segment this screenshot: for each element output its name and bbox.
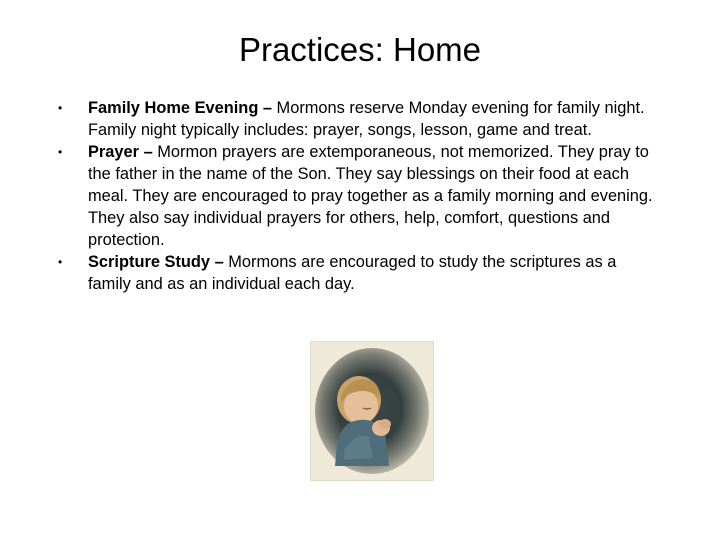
bullet-marker: • <box>58 255 63 269</box>
bullet-lead: Scripture Study – <box>88 253 224 271</box>
bullet-list <box>55 97 655 295</box>
slide-title: Practices: Home <box>238 31 482 68</box>
praying-child-icon <box>315 348 429 474</box>
bullet-family-home-evening <box>55 97 655 141</box>
bullet-scripture-study <box>55 251 655 295</box>
bullet-lead: Prayer – <box>88 143 153 161</box>
bullet-marker: • <box>58 101 63 115</box>
praying-child-photo <box>310 341 434 481</box>
photo-vignette <box>315 348 429 474</box>
bullet-marker: • <box>58 145 63 159</box>
bullet-lead: Family Home Evening – <box>88 99 272 117</box>
bullet-text: Mormons reserve Monday evening for family night. Family night typically includes: prayer, songs, lesson, game and treat. <box>88 99 645 139</box>
bullet-text: Mormons are encouraged to study the scriptures as a family and as an individual each day. <box>88 253 617 293</box>
bullet-text: Mormon prayers are extemporaneous, not memorized. They pray to the father in the name of the Son. They say blessings on their food at each meal. They are encouraged to pray together as a family morning and evening. They also say individual prayers for others, help, comfort, questions and protection. <box>88 143 653 249</box>
bullet-prayer <box>55 141 655 251</box>
